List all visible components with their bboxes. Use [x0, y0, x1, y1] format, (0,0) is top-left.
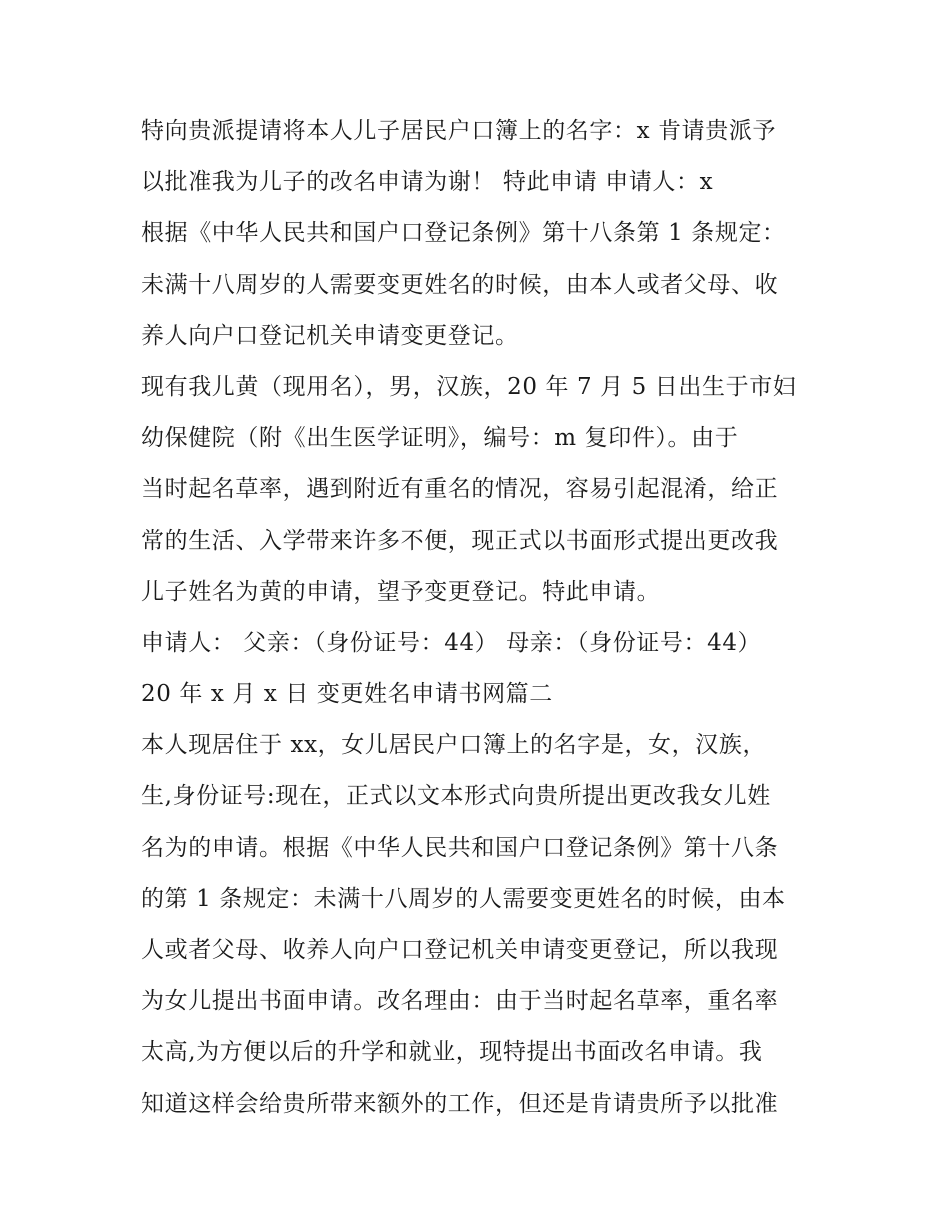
text-line: 知道这样会给贵所带来额外的工作，但还是肯请贵所予以批准 — [141, 1090, 779, 1117]
text-line: 当时起名草率，遇到附近有重名的情况，容易引起混淆，给正 — [141, 476, 779, 503]
document-body — [141, 106, 821, 1130]
text-line: 申请人： 父亲：（身份证号：44） 母亲：（身份证号：44） — [141, 629, 762, 656]
text-line: 人或者父母、收养人向户口登记机关申请变更登记，所以我现 — [141, 937, 779, 963]
text-line: 本人现居住于 xx，女儿居民户口簿上的名字是，女，汉族， — [141, 732, 767, 759]
text-line: 20 年 x 月 x 日 变更姓名申请书网篇二 — [141, 681, 553, 708]
text-line: 幼保健院（附《出生医学证明》，编号：m 复印件）。由于 — [141, 425, 739, 452]
text-line: 根据《中华人民共和国户口登记条例》第十八条第 1 条规定： — [141, 220, 786, 247]
text-line: 现有我儿黄（现用名），男，汉族，20 年 7 月 5 日出生于市妇 — [141, 373, 797, 400]
text-line: 太高,为方便以后的升学和就业，现特提出书面改名申请。我 — [141, 1039, 763, 1066]
text-line: 的第 1 条规定：未满十八周岁的人需要变更姓名的时候，由本 — [141, 885, 786, 912]
text-line: 为女儿提出书面申请。改名理由：由于当时起名草率，重名率 — [141, 988, 779, 1015]
text-line: 常的生活、入学带来许多不便，现正式以书面形式提出更改我 — [141, 527, 779, 554]
text-line: 以批准我为儿子的改名申请为谢！ 特此申请 申请人：x — [141, 169, 714, 196]
text-line: 养人向户口登记机关申请变更登记。 — [141, 322, 519, 349]
text-line: 生,身份证号:现在，正式以文本形式向贵所提出更改我女儿姓 — [141, 783, 771, 810]
text-line: 儿子姓名为黄的申请，望予变更登记。特此申请。 — [141, 578, 661, 605]
text-line: 未满十八周岁的人需要变更姓名的时候，由本人或者父母、收 — [141, 271, 779, 298]
text-line: 特向贵派提请将本人儿子居民户口簿上的名字：x 肯请贵派予 — [141, 118, 777, 144]
text-line: 名为的申请。根据《中华人民共和国户口登记条例》第十八条 — [141, 834, 779, 861]
